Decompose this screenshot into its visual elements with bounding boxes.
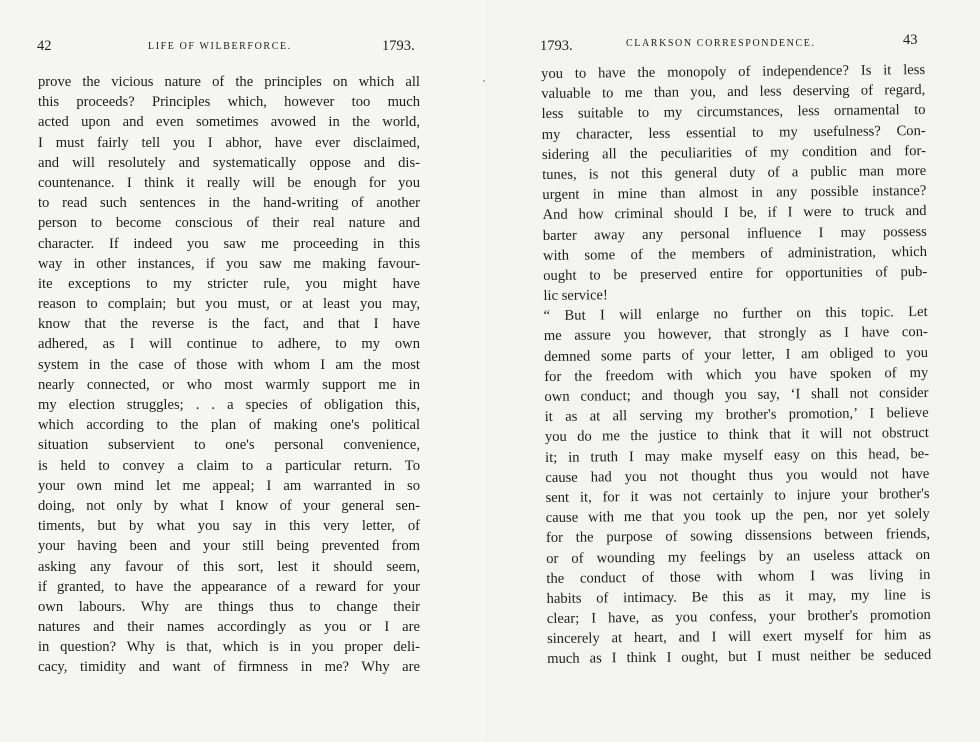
text-line: prove the vicious nature of the principles on which all [38,74,420,90]
text-line: valuable to me than you, and less deserving of regard, [541,82,926,103]
text-line: which according to the plan of making one's political [38,417,420,434]
text-line: your having been and your still being prevented from [38,538,420,555]
text-line: And how criminal should I be, if I were to truck and [542,203,927,224]
text-line: clear; I have, as you confess, your brother's promotion [546,607,931,628]
text-line: for the freedom with which you have spoken of my [544,364,929,385]
right-page-number: 43 [903,32,918,48]
text-line: know that the reverse is the fact, and that I have [38,316,420,333]
text-line: sidering all the peculiarities of my condition and for- [541,142,927,163]
text-line: with some of the members of administration, which [542,243,928,264]
text-line: this proceeds? Principles which, however too much [38,94,420,111]
text-line: demned some parts of your letter, I am obliged to you [543,344,929,365]
left-page-number: 42 [37,38,52,54]
left-header-year: 1793. [382,38,415,54]
text-line: and will resolutely and systematically oppose and dis- [38,154,420,171]
text-line: sent it, for it was not certainly to injure your brother's [545,485,930,506]
text-line: reason to complain; but you must, or at least you may, [38,296,420,313]
text-line: system in the case of those with whom I am the most [38,356,420,373]
text-line: it as at all serving my brother's promotion,’ I believe [544,405,929,426]
text-line: is held to convey a claim to a particular return. To [38,457,420,474]
left-page [0,0,485,742]
text-line: cause with me that you took up the pen, nor yet solely [545,506,930,527]
left-page-header [37,38,427,58]
text-line: timents, but by what you say in this very letter, of [38,518,420,535]
right-page [485,0,980,742]
text-line: the conduct of those with whom I was living in [546,566,931,587]
right-header-year: 1793. [540,38,573,54]
text-line: character. If indeed you saw me proceeding in this [38,235,420,252]
text-line: lic service! [543,287,608,305]
text-line: your own mind let me appeal; I am warranted in so [38,477,420,494]
text-line: countenance. I think it really will be enough for you [38,174,420,191]
text-line: me assure you however, that strongly as I have con- [543,324,928,345]
text-line: to read such sentences in the hand-writing of another [38,195,420,212]
text-line: acted upon and even sometimes avowed in the world, [38,114,420,131]
text-line: I must fairly tell you I abhor, have ever disclaimed, [38,134,420,151]
text-line: cacy, timidity and want of firmness in me? Why are [38,659,420,676]
text-line: barter away any personal influence I may possess [542,223,927,244]
text-line: my election struggles; . . a species of obligation this, [38,397,420,413]
left-page-body [38,72,420,678]
text-line: you to have the monopoly of independence? Is it less [541,61,926,82]
right-running-title: CLARKSON CORRESPONDENCE. [626,38,816,49]
text-line: much as I think I ought, but I must neither be seduced [547,647,932,668]
text-line: habits of intimacy. Be this as it may, my line is [546,586,931,607]
left-running-title: LIFE OF WILBERFORCE. [148,41,292,52]
text-line: less suitable to my circumstances, less ornamental to [541,102,926,123]
text-line: adhered, as I will continue to adhere, to my own [38,336,420,353]
text-line: nearly connected, or who most warmly support me in [38,376,420,393]
text-line: asking any favour of this sort, lest it should seem, [38,558,420,575]
text-line: way in other instances, if you saw me making favour- [38,255,420,272]
text-line: for the purpose of sowing dissensions between friends, [545,526,931,547]
right-page-header [540,34,930,54]
text-line: cause had you not thought thus you would not have [545,465,930,486]
text-line: own conduct; and though you say, ‘I shall not consider [544,384,929,405]
text-line: person to become conscious of their real nature and [38,215,420,232]
text-line: doing, not only by what I know of your general sen- [38,497,420,514]
text-line: situation subservient to one's personal convenience, [38,437,420,454]
text-line: natures and their names accordingly as you or I are [38,619,420,636]
text-line: sincerely at heart, and I will exert myself for him as [546,627,932,648]
right-page-body [541,60,931,670]
text-line: ite exceptions to my stricter rule, you might have [38,275,420,292]
text-line: tunes, is not this general duty of a public man more [542,162,927,183]
text-line: it; in truth I may make myself easy on this head, be- [545,445,930,466]
text-line: if granted, to have the appearance of a reward for your [38,578,420,595]
text-line: or of wounding my feelings by an useless attack on [546,546,931,567]
text-line: in question? Why is that, which is in you proper deli- [38,639,420,656]
text-line: ought to be preserved entire for opportunities of pub- [543,263,928,284]
text-line: my character, less essential to my usefulness? Con- [541,122,926,143]
text-line: own labours. Why are things thus to change their [38,598,420,615]
text-line: you do me the justice to think that it will not obstruct [544,425,929,446]
text-line: urgent in mine than almost in any possible instance? [542,183,927,204]
text-line: “ But I will enlarge no further on this topic. Let [543,304,928,325]
